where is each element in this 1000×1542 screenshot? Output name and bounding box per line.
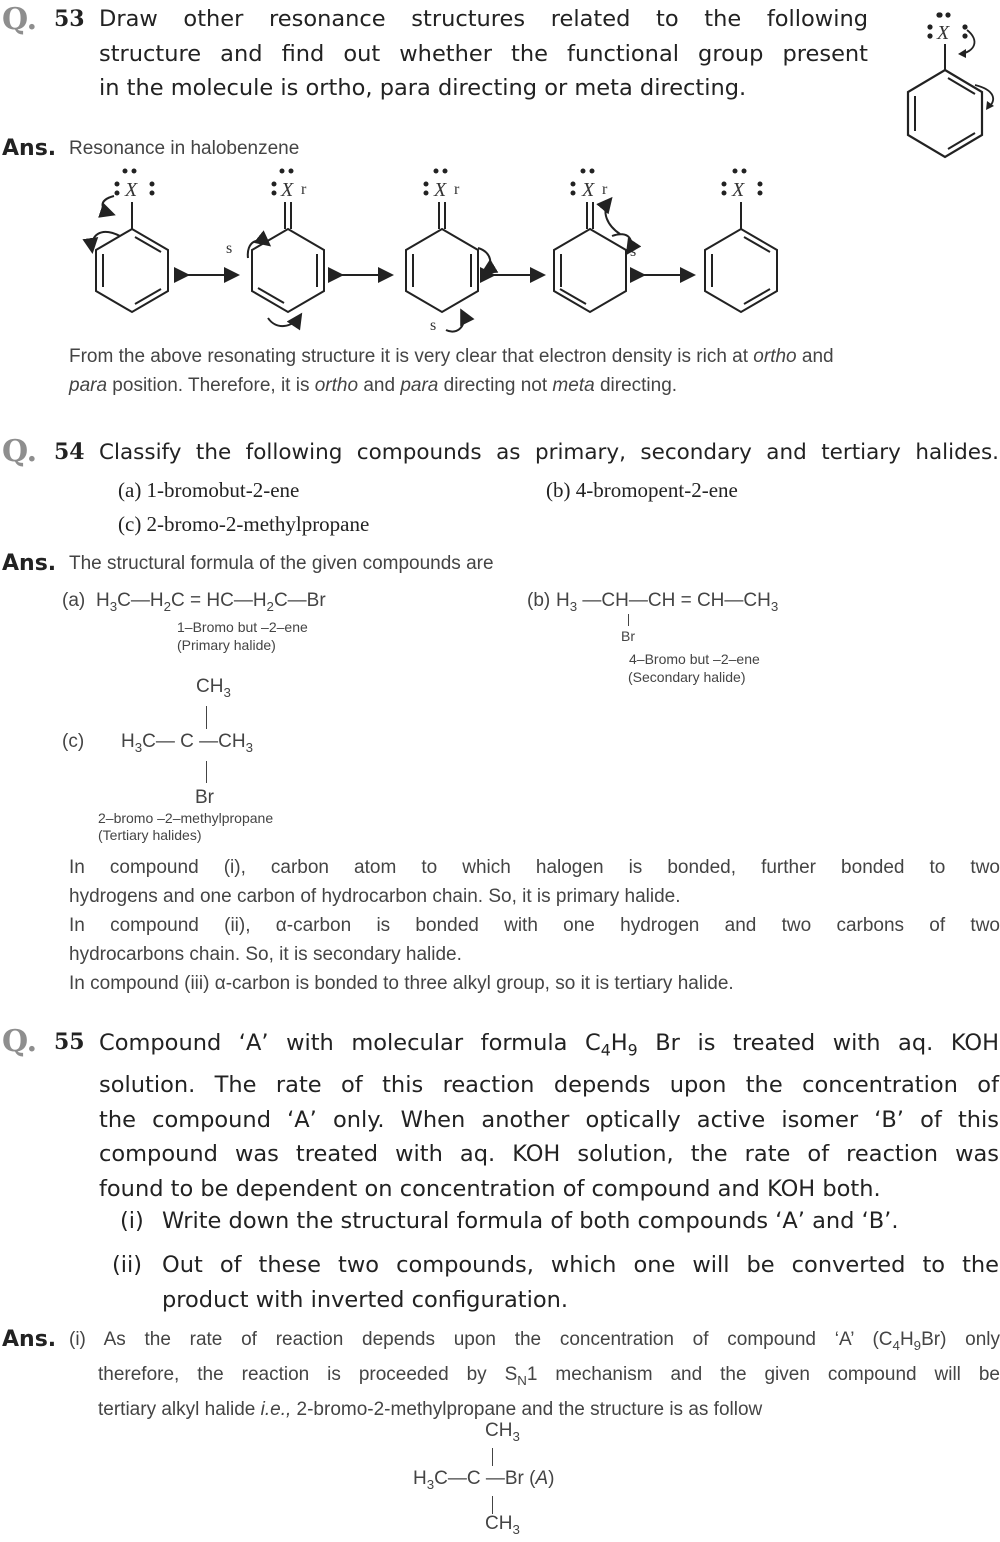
- charge-plus: r: [301, 181, 307, 198]
- formula-c: $H_3C—$ C $—CH_3$: [121, 731, 253, 755]
- formula-b-sub: Br: [621, 628, 635, 644]
- charge-minus: s: [226, 240, 233, 257]
- formula-c-label: (c): [62, 731, 85, 752]
- resonance-structure-5: [705, 169, 777, 313]
- bond-line: [492, 1448, 493, 1466]
- text-run: tertiary alkyl halide: [98, 1398, 261, 1420]
- bond-line: [206, 706, 207, 729]
- question-line: solution. The rate of this reaction depends upon the concentration of: [99, 1072, 999, 1098]
- answer-intro: The structural formula of the given compounds are: [69, 553, 494, 574]
- bond-line: [206, 761, 207, 783]
- question-text: [99, 436, 999, 471]
- question-line: product with inverted configuration.: [162, 1286, 568, 1313]
- formula-c-name: 2–bromo –2–methylpropane: [98, 810, 274, 826]
- formula-b: $H_3$ —CH—CH = $CH—CH_3$: [556, 590, 779, 614]
- resonance-structure-1: [92, 169, 168, 313]
- answer-label: Ans.: [2, 136, 57, 161]
- formula-a-name: 1–Bromo but –2–ene: [177, 619, 308, 635]
- answer-text: [69, 1325, 1000, 1424]
- question-text: [99, 2, 868, 106]
- answer-title: Resonance in halobenzene: [69, 138, 300, 159]
- formula-main: $H_3C—C$ —Br (A): [413, 1468, 555, 1492]
- resonance-structure-3: [406, 169, 490, 335]
- question-line: compound was treated with aq. KOH solution, the rate of reaction was: [99, 1141, 999, 1167]
- resonance-structure-4: [554, 169, 636, 313]
- formula-c-type: (Tertiary halides): [98, 827, 202, 843]
- text-run: ortho: [314, 375, 359, 396]
- text-run: directing not: [438, 375, 553, 396]
- bond-line: [492, 1496, 493, 1514]
- question-line: Out of these two compounds, which one will be converted to the: [162, 1252, 999, 1278]
- question-number: 53: [54, 6, 85, 32]
- formula-b-type: (Secondary halide): [628, 669, 746, 685]
- formula-a-label: (a): [62, 590, 86, 611]
- formula-c-bottom: Br: [195, 787, 214, 808]
- text-run: and: [358, 375, 401, 396]
- text-line: (i) As the rate of reaction depends upon the concentration of compound ‘A’ $(C_4H_9Br)$ only: [69, 1329, 1000, 1353]
- atom-x: X: [582, 179, 595, 201]
- text-line: [69, 1395, 1000, 1424]
- text-line: In compound (iii) α-carbon is bonded to three alkyl group, so it is tertiary halide.: [69, 973, 734, 994]
- question-line: Draw other resonance structures related to the following: [99, 6, 868, 32]
- resonance-diagram: [80, 160, 800, 345]
- text-run: meta: [552, 375, 595, 396]
- text-line: therefore, the reaction is proceeded by $S_N1$ mechanism and the given compound will be: [98, 1363, 1000, 1388]
- text-run: From the above resonating structure it is very clear that electron density is rich at: [69, 346, 754, 367]
- question-line: found to be dependent on concentration of compound and KOH both.: [99, 1175, 881, 1202]
- text-run: 2-bromo-2-methylpropane and the structure is as follow: [291, 1398, 763, 1420]
- text-run: ortho: [753, 346, 797, 367]
- text-line: In compound (i), carbon atom to which halogen is bonded, further bonded to two: [69, 857, 1000, 878]
- charge-plus: r: [454, 181, 460, 198]
- text-line: In compound (ii), α-carbon is bonded with one hydrogen and two carbons of two: [69, 915, 1000, 936]
- atom-x: X: [434, 179, 447, 201]
- question-marker: Q.: [2, 434, 38, 469]
- text-run: para: [400, 375, 439, 396]
- formula-top: $CH_3$: [485, 1420, 520, 1444]
- question-text: [99, 1026, 999, 1206]
- text-line: hydrogens and one carbon of hydrocarbon chain. So, it is primary halide.: [69, 886, 681, 907]
- halobenzene-structure: [900, 8, 1000, 163]
- formula-a: $H_3C—H_2C$ = $HC—H_2C—Br$: [96, 590, 326, 614]
- charge-plus: r: [602, 181, 608, 198]
- text-run: position. Therefore, it is: [107, 375, 315, 396]
- answer-label: Ans.: [2, 1327, 57, 1352]
- question-line: the compound ‘A’ only. When another optically active isomer ‘B’ of this: [99, 1106, 999, 1133]
- atom-x: X: [281, 179, 294, 201]
- text-run: directing.: [594, 375, 678, 396]
- question-number: 54: [54, 439, 85, 465]
- formula-b-label: (b): [527, 590, 551, 611]
- formula-c-top: $CH_3$: [196, 676, 231, 700]
- atom-x: X: [125, 179, 138, 201]
- text-run: para: [69, 375, 108, 396]
- explanation: [69, 853, 1000, 998]
- formula-bottom: $CH_3$: [485, 1513, 520, 1537]
- sub-question-ii: [162, 1248, 999, 1317]
- text-run: and: [796, 346, 834, 367]
- question-marker: Q.: [2, 1024, 38, 1059]
- bond-line: [628, 614, 629, 626]
- option-c: (c) 2-bromo-2-methylpropane: [118, 512, 370, 536]
- formula-b-name: 4–Bromo but –2–ene: [629, 651, 760, 667]
- charge-minus: s: [630, 243, 637, 260]
- question-line: Compound ‘A’ with molecular formula $C_4H_9$ Br is treated with aq. KOH: [99, 1030, 999, 1060]
- charge-minus: s: [430, 317, 437, 334]
- sub-question-ii-number: (ii): [112, 1252, 143, 1278]
- text-line: hydrocarbons chain. So, it is secondary halide.: [69, 944, 462, 965]
- question-line: Classify the following compounds as primary, secondary and tertiary halides.: [99, 440, 999, 465]
- atom-x: X: [732, 179, 745, 201]
- question-line: structure and find out whether the functional group present: [99, 40, 868, 67]
- conclusion-text: [69, 342, 1000, 400]
- text-run: i.e.,: [260, 1398, 292, 1420]
- question-number: 55: [54, 1029, 85, 1055]
- formula-a-type: (Primary halide): [177, 637, 276, 653]
- sub-question-i: Write down the structural formula of both compounds ‘A’ and ‘B’.: [162, 1208, 899, 1234]
- sub-question-i-number: (i): [120, 1208, 144, 1234]
- option-b: (b) 4-bromopent-2-ene: [546, 478, 738, 502]
- atom-x: X: [937, 22, 950, 44]
- resonance-structure-2: [226, 169, 324, 327]
- answer-label: Ans.: [2, 551, 57, 576]
- question-line: in the molecule is ortho, para directing or meta directing.: [99, 75, 747, 101]
- option-a: (a) 1-bromobut-2-ene: [118, 478, 300, 502]
- question-marker: Q.: [2, 2, 38, 37]
